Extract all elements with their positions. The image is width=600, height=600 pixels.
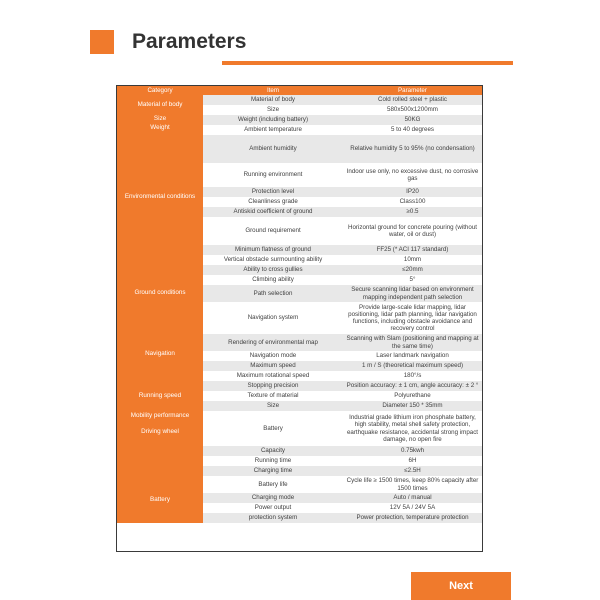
item-cell: Path selection — [253, 289, 293, 297]
table-row — [203, 334, 482, 351]
item-cell: Running environment — [243, 171, 303, 179]
parameter-cell: Relative humidity 5 to 95% (no condensation) — [350, 145, 475, 153]
category-label: Battery — [150, 496, 170, 503]
header-category: Category — [147, 86, 173, 94]
item-cell: Protection level — [251, 188, 295, 196]
category-column — [117, 95, 203, 523]
table-row — [203, 302, 482, 334]
parameter-cell: Laser landmark navigation — [376, 352, 449, 360]
category-label: Running speed — [138, 392, 182, 399]
item-cell: Cleanliness grade — [248, 198, 298, 206]
category-label: Environmental conditions — [124, 193, 196, 200]
item-cell: Stopping precision — [247, 382, 299, 390]
table-row — [203, 401, 482, 411]
header-item: Item — [266, 86, 280, 94]
table-row — [203, 187, 482, 197]
table-row — [203, 105, 482, 115]
parameter-cell: 10mm — [403, 256, 422, 264]
item-parameter-rows — [203, 95, 482, 523]
table-row — [203, 503, 482, 513]
parameter-cell: Secure scanning lidar based on environment mapping independent path selection — [351, 286, 474, 301]
table-row — [203, 361, 482, 371]
parameter-cell: Position accuracy: ± 1 cm, angle accuracy: ± 2 ° — [346, 382, 479, 390]
parameter-cell: ≤20mm — [402, 266, 423, 274]
parameter-cell: 5 to 40 degrees — [390, 126, 434, 134]
parameter-cell: Provide large-scale lidar mapping, lidar positioning, lidar path planning, lidar navigation functions, including obstacle avoidance and recovery control — [348, 303, 477, 333]
parameter-cell: ≤2.5H — [404, 467, 421, 475]
item-cell: Minimum flatness of ground — [234, 246, 311, 254]
item-cell: Size — [266, 402, 280, 410]
item-cell: Weight (including battery) — [237, 116, 309, 124]
parameter-cell: 1 m / S (theoretical maximum speed) — [361, 362, 464, 370]
parameter-cell: Power protection, temperature protection — [356, 514, 469, 522]
parameter-cell: Scanning with Slam (positioning and mapping at the same time) — [346, 335, 479, 350]
item-cell: Ability to cross gullies — [243, 266, 303, 274]
item-cell: Capacity — [260, 447, 286, 455]
parameter-cell: IP20 — [406, 188, 419, 196]
table-row — [203, 466, 482, 476]
category-label: Navigation — [145, 350, 175, 357]
table-body — [117, 95, 482, 523]
item-cell: Charging mode — [251, 494, 295, 502]
category-label: Mobility performance — [130, 412, 190, 419]
parameter-cell: Cold rolled steel + plastic — [378, 96, 447, 104]
category-label: Ground conditions — [134, 289, 186, 296]
table-row — [203, 245, 482, 255]
table-row — [203, 125, 482, 135]
table-row — [203, 217, 482, 245]
parameter-cell: 50KG — [404, 116, 421, 124]
table-row — [203, 285, 482, 302]
table-row — [203, 446, 482, 456]
parameter-cell: Polyurethane — [394, 392, 431, 400]
parameter-cell: 0.75kwh — [400, 447, 425, 455]
item-cell: Battery — [263, 424, 283, 432]
item-cell: Running time — [254, 457, 292, 465]
item-cell: Charging time — [253, 467, 293, 475]
parameter-cell: Diameter 150 * 35mm — [382, 402, 443, 410]
item-cell: Ground requirement — [245, 227, 301, 235]
header-parameter: Parameter — [398, 86, 427, 94]
parameter-cell: 5° — [409, 276, 416, 284]
table-row — [203, 135, 482, 163]
table-row — [203, 411, 482, 446]
item-cell: Battery life — [258, 480, 288, 488]
parameter-cell: Cycle life ≥ 1500 times, keep 80% capacity after 1500 times — [346, 477, 479, 492]
item-cell: Ambient temperature — [244, 126, 302, 134]
parameter-cell: 580x500x1200mm — [387, 106, 438, 114]
parameter-cell: Indoor use only, no excessive dust, no corrosive gas — [346, 167, 479, 182]
item-cell: Maximum speed — [250, 362, 296, 370]
parameter-cell: Horizontal ground for concrete pouring (without water, oil or dust) — [348, 223, 477, 238]
item-cell: Texture of material — [247, 392, 299, 400]
item-cell: protection system — [248, 514, 298, 522]
table-row — [203, 115, 482, 125]
parameter-cell: 6H — [408, 457, 417, 465]
item-cell: Ambient humidity — [249, 145, 297, 153]
next-button[interactable]: Next — [411, 572, 511, 600]
title-accent-square — [90, 30, 114, 54]
table-row — [203, 493, 482, 503]
category-label: Driving wheel — [141, 428, 179, 435]
table-row — [203, 265, 482, 275]
table-row — [203, 197, 482, 207]
category-label: Weight — [150, 124, 170, 131]
table-row — [203, 163, 482, 187]
item-cell: Vertical obstacle surmounting ability — [223, 256, 323, 264]
parameter-cell: Class100 — [399, 198, 426, 206]
item-cell: Antiskid coefficient of ground — [233, 208, 313, 216]
table-row — [203, 351, 482, 361]
table-row — [203, 513, 482, 523]
item-cell: Power output — [254, 504, 292, 512]
table-row — [203, 371, 482, 381]
parameter-cell: ≥0.5 — [406, 208, 419, 216]
parameter-cell: 12V 5A / 24V 5A — [389, 504, 436, 512]
parameter-cell: Industrial grade lithium iron phosphate battery, high stability, metal shell safety protection, earthquake resistance, accidental strong impact damage, no open fire — [346, 414, 479, 443]
table-row — [203, 381, 482, 391]
table-row — [203, 207, 482, 217]
item-cell: Maximum rotational speed — [236, 372, 310, 380]
page-title: Parameters — [132, 30, 247, 53]
category-label: Size — [153, 115, 167, 122]
parameters-table — [116, 85, 483, 552]
table-row — [203, 391, 482, 401]
title-underline — [222, 61, 513, 65]
item-cell: Rendering of environmental map — [228, 338, 318, 346]
parameter-cell: Auto / manual — [393, 494, 432, 502]
parameter-cell: FF25 (* ACI 117 standard) — [376, 246, 449, 254]
item-cell: Material of body — [250, 96, 296, 104]
parameter-cell: 180°/s — [403, 372, 422, 380]
table-row — [203, 476, 482, 493]
table-row — [203, 95, 482, 105]
item-cell: Navigation mode — [249, 352, 297, 360]
item-cell: Size — [266, 106, 280, 114]
item-cell: Navigation system — [247, 314, 299, 322]
table-row — [203, 456, 482, 466]
table-row — [203, 255, 482, 265]
category-label: Material of body — [137, 101, 183, 108]
table-header-row — [117, 86, 482, 95]
item-cell: Climbing ability — [252, 276, 294, 284]
table-row — [203, 275, 482, 285]
